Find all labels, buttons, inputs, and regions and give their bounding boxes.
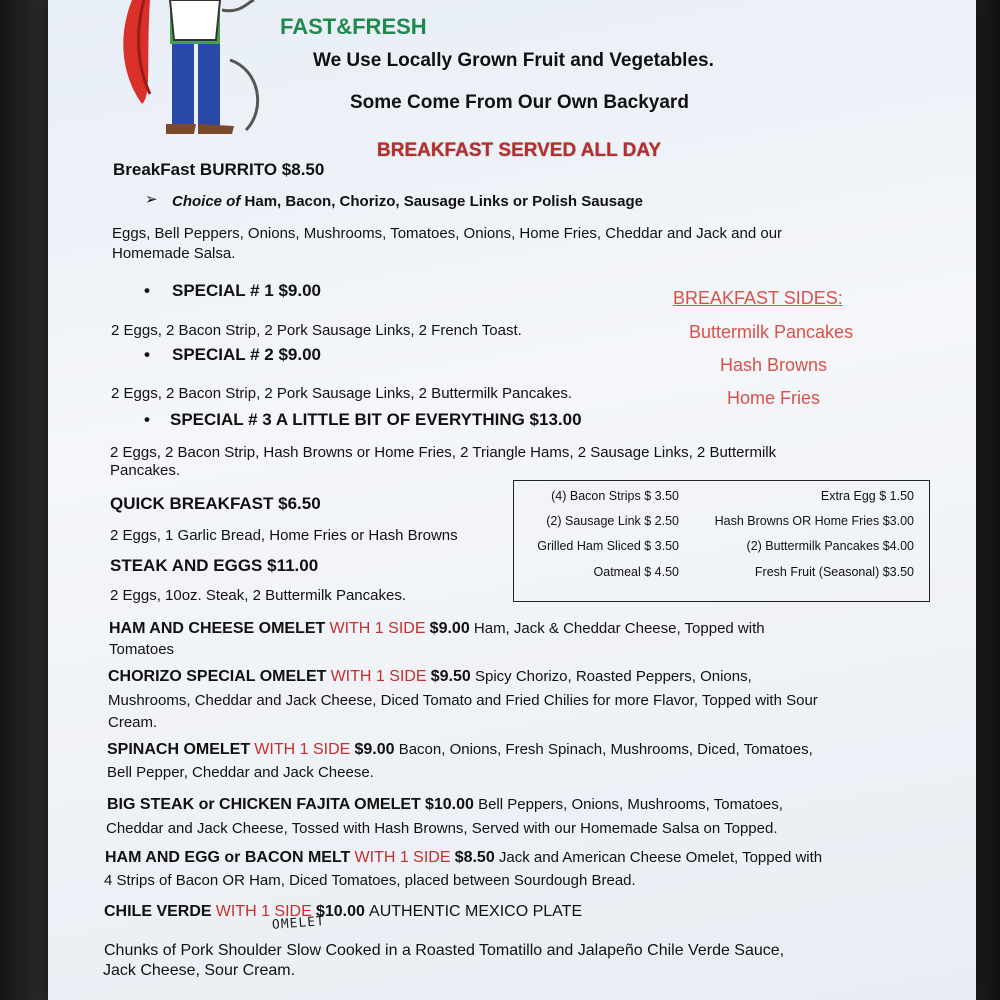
- burrito-title: BreakFast BURRITO $8.50: [113, 160, 325, 179]
- extra-item: (2) Sausage Link $ 2.50: [546, 514, 679, 528]
- bullet-icon: •: [144, 281, 150, 300]
- chili-chef-logo: [70, 0, 270, 140]
- special-3-title: SPECIAL # 3 A LITTLE BIT OF EVERYTHING $13.00: [170, 410, 582, 429]
- brand-name: FAST&FRESH: [280, 14, 427, 39]
- steak-eggs-desc: 2 Eggs, 10oz. Steak, 2 Buttermilk Pancakes.: [110, 587, 406, 604]
- omelet-ham-cheese-line2: Tomatoes: [109, 641, 175, 658]
- omelet-chorizo-line3: Cream.: [108, 714, 158, 731]
- arrow-bullet-icon: ➢: [145, 191, 158, 208]
- omelet-chorizo-line2: Mushrooms, Cheddar and Jack Cheese, Diced Tomato and Fried Chilies for more Flavor, Topped with Sour: [108, 692, 818, 709]
- breakfast-served-banner: BREAKFAST SERVED ALL DAY: [377, 140, 661, 161]
- special-2-desc: 2 Eggs, 2 Bacon Strip, 2 Pork Sausage Links, 2 Buttermilk Pancakes.: [111, 385, 573, 402]
- burrito-desc-1: Eggs, Bell Peppers, Onions, Mushrooms, Tomatoes, Onions, Home Fries, Cheddar and Jack and our: [112, 225, 783, 242]
- chile-verde: CHILE VERDE WITH 1 SIDE $10.00 AUTHENTIC MEXICO PLATE: [104, 903, 583, 920]
- omelet-ham-egg-melt-line2: 4 Strips of Bacon OR Ham, Diced Tomatoes, placed between Sourdough Bread.: [104, 872, 636, 889]
- omelet-ham-cheese: HAM AND CHEESE OMELET WITH 1 SIDE $9.00 Ham, Jack & Cheddar Cheese, Topped with: [109, 620, 765, 637]
- special-3-desc-2: Pancakes.: [110, 462, 181, 479]
- omelet-chorizo: CHORIZO SPECIAL OMELET WITH 1 SIDE $9.50 Spicy Chorizo, Roasted Peppers, Onions,: [108, 668, 752, 685]
- omelet-ham-egg-melt: HAM AND EGG or BACON MELT WITH 1 SIDE $8.50 Jack and American Cheese Omelet, Topped with: [105, 849, 823, 866]
- special-1-title: SPECIAL # 1 $9.00: [172, 281, 321, 300]
- extra-item: Fresh Fruit (Seasonal) $3.50: [754, 565, 914, 579]
- chile-verde-line2: Chunks of Pork Shoulder Slow Cooked in a Roasted Tomatillo and Jalapeño Chile Verde Sauce,: [104, 942, 785, 959]
- extra-item: Grilled Ham Sliced $ 3.50: [537, 539, 679, 553]
- omelet-fajita: BIG STEAK or CHICKEN FAJITA OMELET $10.00 Bell Peppers, Onions, Mushrooms, Tomatoes,: [107, 796, 783, 813]
- extra-item: Hash Browns OR Home Fries $3.00: [714, 514, 914, 528]
- side-item: Home Fries: [727, 388, 821, 408]
- tagline-2: Some Come From Our Own Backyard: [350, 92, 689, 113]
- special-1-desc: 2 Eggs, 2 Bacon Strip, 2 Pork Sausage Links, 2 French Toast.: [111, 322, 522, 339]
- burrito-desc-2: Homemade Salsa.: [112, 245, 236, 262]
- side-item: Buttermilk Pancakes: [689, 322, 854, 342]
- chile-verde-line3: Jack Cheese, Sour Cream.: [103, 962, 296, 979]
- bullet-icon: •: [144, 345, 150, 364]
- omelet-spinach-line2: Bell Pepper, Cheddar and Jack Cheese.: [107, 764, 374, 781]
- quick-breakfast-desc: 2 Eggs, 1 Garlic Bread, Home Fries or Hash Browns: [110, 527, 458, 544]
- burrito-choice: [172, 193, 643, 210]
- extra-item: Extra Egg $ 1.50: [820, 489, 914, 503]
- special-3-desc-1: 2 Eggs, 2 Bacon Strip, Hash Browns or Home Fries, 2 Triangle Hams, 2 Sausage Links, 2 Buttermilk: [110, 444, 777, 461]
- steak-eggs-title: STEAK AND EGGS $11.00: [110, 556, 319, 575]
- bullet-icon: •: [144, 410, 150, 429]
- choice-options: Ham, Bacon, Chorizo, Sausage Links or Polish Sausage: [244, 193, 643, 210]
- extra-item: Oatmeal $ 4.50: [593, 565, 679, 579]
- choice-label: Choice of: [172, 193, 241, 210]
- tagline-1: We Use Locally Grown Fruit and Vegetables.: [313, 50, 714, 71]
- handwritten-omelet-note: OMELET: [271, 914, 326, 933]
- side-item: Hash Browns: [720, 355, 828, 375]
- quick-breakfast-title: QUICK BREAKFAST $6.50: [110, 494, 321, 513]
- extras-box: [513, 480, 930, 602]
- omelet-spinach: SPINACH OMELET WITH 1 SIDE $9.00 Bacon, Onions, Fresh Spinach, Mushrooms, Diced, Tomatoes,: [107, 741, 813, 758]
- omelet-fajita-line2: Cheddar and Jack Cheese, Tossed with Hash Browns, Served with our Homemade Salsa on Topped.: [106, 820, 778, 837]
- extra-item: (4) Bacon Strips $ 3.50: [551, 489, 679, 503]
- extra-item: (2) Buttermilk Pancakes $4.00: [746, 539, 914, 553]
- sides-title: BREAKFAST SIDES:: [673, 288, 843, 308]
- special-2-title: SPECIAL # 2 $9.00: [172, 345, 321, 364]
